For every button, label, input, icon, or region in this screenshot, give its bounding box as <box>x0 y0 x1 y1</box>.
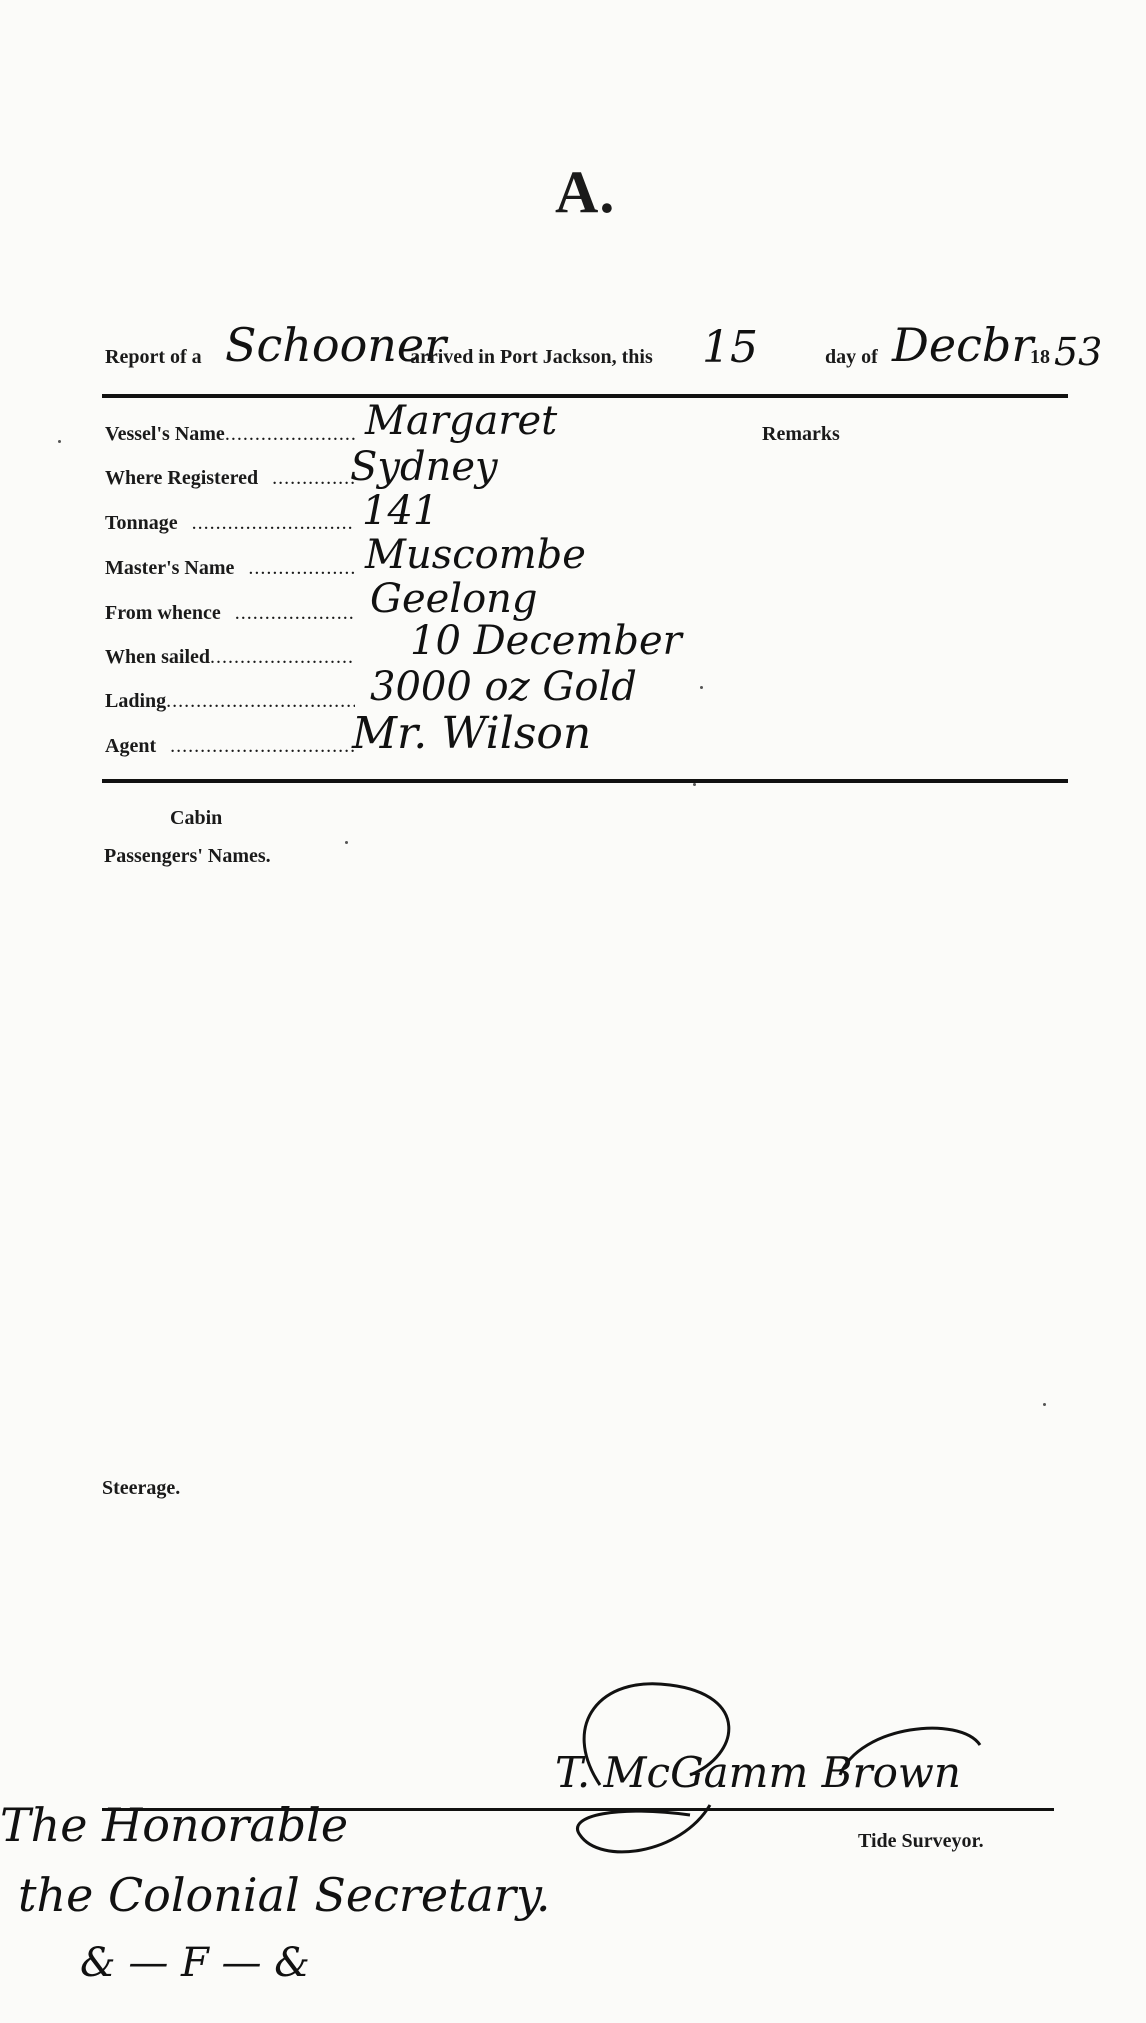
tide-surveyor-title: Tide Surveyor. <box>858 1830 984 1852</box>
report-middle: arrived in Port Jackson, this <box>410 346 653 368</box>
field-masters-name-label: Master's Name ..... <box>105 557 355 580</box>
field-from-whence-label: From whence ..... <box>105 602 355 625</box>
addressee-line-3: & — F — & <box>80 1940 310 1986</box>
scan-speck <box>345 841 348 844</box>
day-handwritten: 15 <box>702 322 758 373</box>
field-vessel-name-label: Vessel's Name ..... <box>105 423 355 446</box>
addressee-line-1: The Honorable <box>0 1798 349 1852</box>
field-tonnage-value: 141 <box>362 488 439 534</box>
remarks-label: Remarks <box>762 423 840 445</box>
steerage-label: Steerage. <box>102 1477 181 1499</box>
field-where-registered-label: Where Registered ..... <box>105 467 355 490</box>
day-of-label: day of <box>825 346 878 368</box>
field-tonnage-label: Tonnage ..... <box>105 512 355 535</box>
field-when-sailed-value: 10 December <box>410 618 682 664</box>
top-rule <box>102 394 1068 398</box>
report-prefix: Report of a <box>105 346 202 368</box>
field-vessel-name-value: Margaret <box>365 398 558 444</box>
passengers-names-label: Passengers' Names. <box>104 845 271 867</box>
scan-speck <box>700 686 703 689</box>
addressee-line-2: the Colonial Secretary. <box>18 1868 551 1922</box>
form-heading: A. <box>555 159 616 225</box>
field-lading-label: Lading ..... <box>105 690 355 713</box>
year-printed: 18 <box>1030 346 1050 368</box>
field-from-whence-value: Geelong <box>370 576 538 622</box>
field-masters-name-value: Muscombe <box>365 532 586 578</box>
field-agent-label: Agent ..... <box>105 735 355 758</box>
cabin-label: Cabin <box>170 807 223 829</box>
scan-speck <box>693 783 696 786</box>
field-when-sailed-label: When sailed ..... <box>105 646 355 669</box>
scan-speck <box>58 440 61 443</box>
field-where-registered-value: Sydney <box>350 444 498 490</box>
year-handwritten: 53 <box>1054 330 1103 374</box>
field-lading-value: 3000 oz Gold <box>370 664 637 710</box>
vessel-type-handwritten: Schooner <box>225 318 447 372</box>
middle-rule <box>102 779 1068 783</box>
scan-speck <box>1043 1403 1046 1406</box>
month-handwritten: Decbr <box>892 318 1034 372</box>
field-agent-value: Mr. Wilson <box>352 708 592 759</box>
signature-handwritten: T. McGamm Brown <box>555 1748 961 1797</box>
